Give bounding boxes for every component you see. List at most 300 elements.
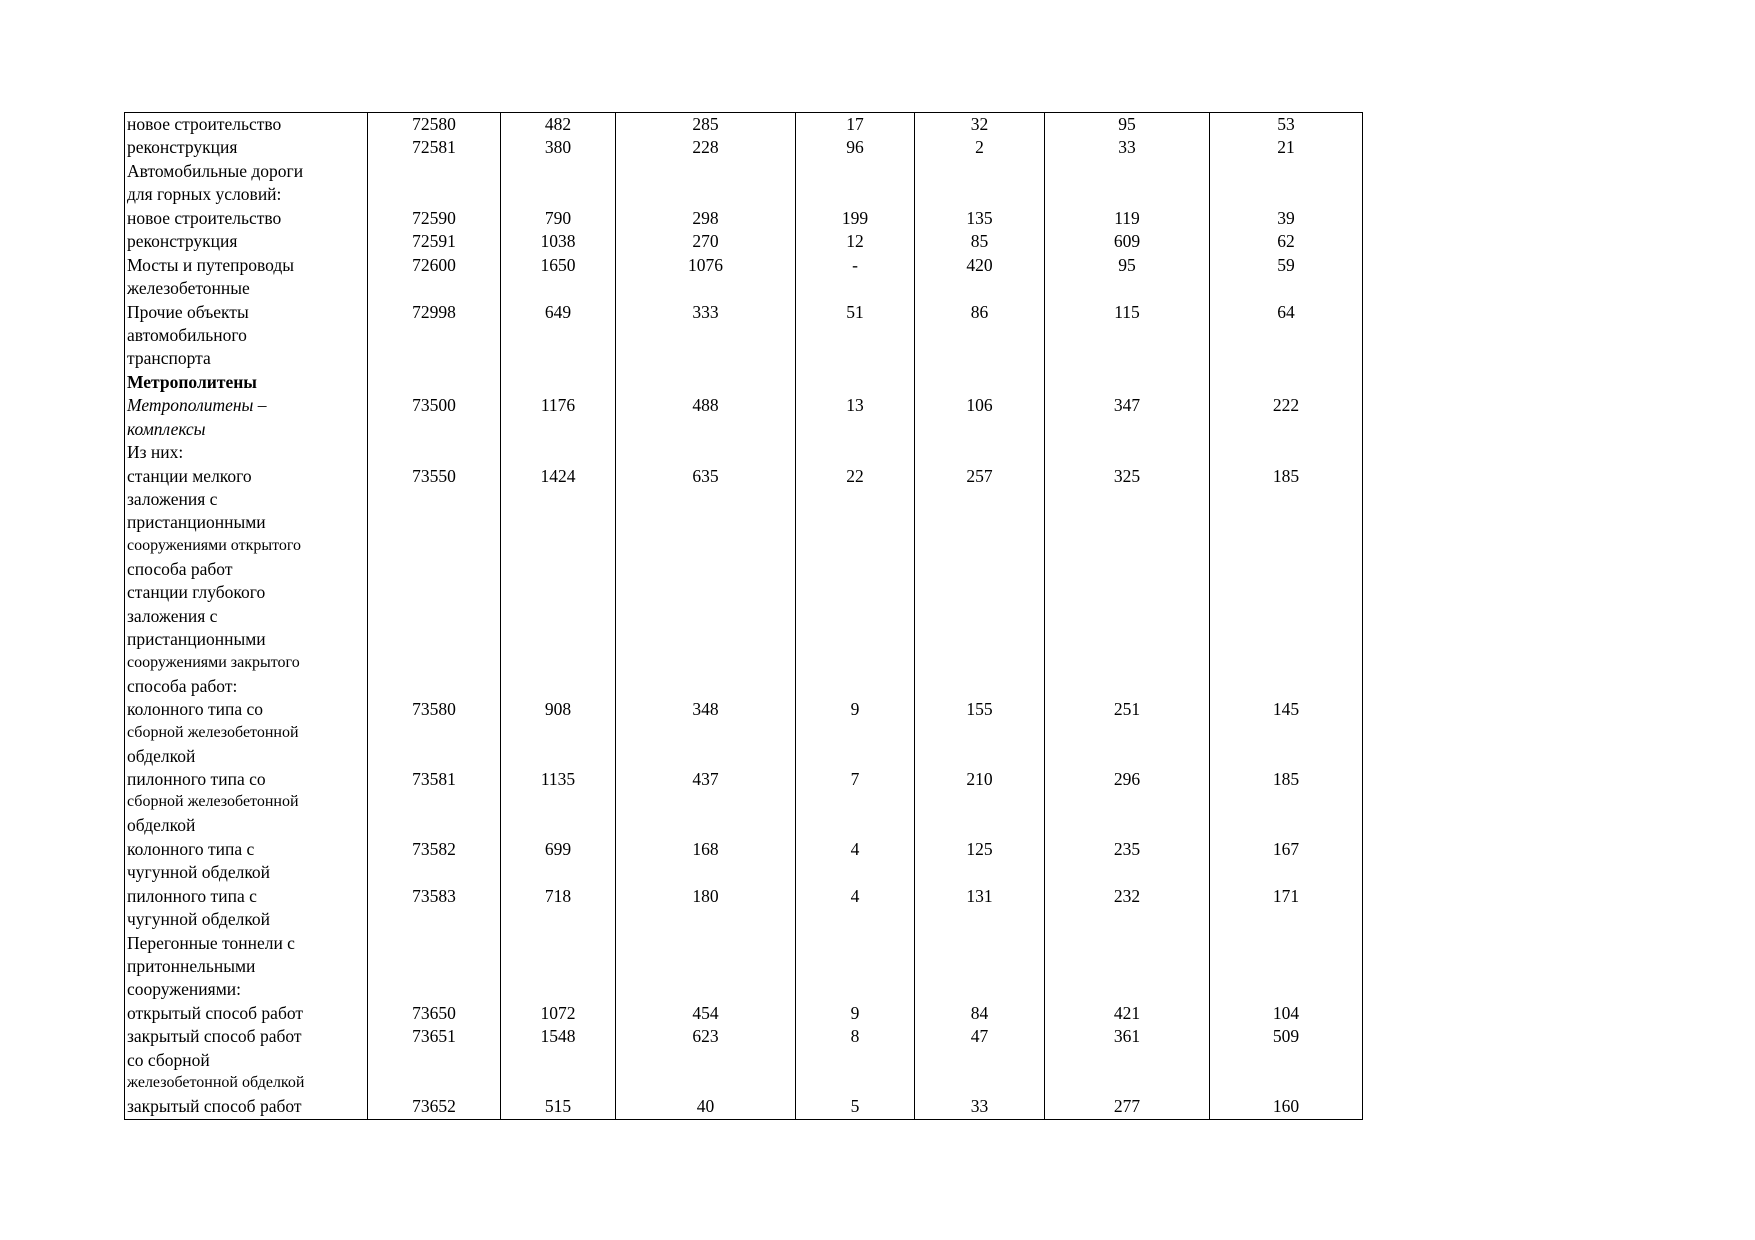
row-code: 73500 [368, 394, 501, 417]
row-value-1 [501, 441, 616, 464]
row-value-4: 2 [915, 136, 1045, 159]
row-value-2 [616, 628, 796, 651]
row-value-4 [915, 745, 1045, 768]
row-value-3 [796, 535, 915, 558]
row-value-3: 13 [796, 394, 915, 417]
row-label: закрытый способ работ [125, 1095, 368, 1119]
row-value-2: 168 [616, 838, 796, 861]
row-value-5 [1045, 955, 1210, 978]
row-value-5: 33 [1045, 136, 1210, 159]
row-value-2 [616, 652, 796, 675]
row-value-6 [1210, 558, 1363, 581]
row-value-4: 47 [915, 1025, 1045, 1048]
row-value-2 [616, 861, 796, 884]
row-value-3 [796, 628, 915, 651]
row-value-2 [616, 418, 796, 441]
row-value-4 [915, 722, 1045, 745]
row-value-1 [501, 675, 616, 698]
row-value-6 [1210, 371, 1363, 394]
row-label: сооружениями закрытого [125, 652, 368, 675]
row-value-6 [1210, 160, 1363, 183]
table-row [125, 652, 1363, 675]
row-code [368, 745, 501, 768]
table-row [125, 675, 1363, 698]
row-value-2: 1076 [616, 254, 796, 277]
row-value-4: 257 [915, 465, 1045, 488]
row-value-5: 609 [1045, 230, 1210, 253]
row-value-3: 9 [796, 698, 915, 721]
row-code [368, 932, 501, 955]
row-value-6 [1210, 814, 1363, 837]
row-code [368, 558, 501, 581]
row-value-2 [616, 908, 796, 931]
row-value-3 [796, 324, 915, 347]
table-row [125, 1002, 1363, 1025]
row-label: Перегонные тоннели с [125, 932, 368, 955]
row-label: способа работ: [125, 675, 368, 698]
row-code [368, 324, 501, 347]
row-value-2: 40 [616, 1095, 796, 1119]
row-value-4 [915, 418, 1045, 441]
row-label: колонного типа с [125, 838, 368, 861]
row-value-6 [1210, 675, 1363, 698]
row-value-1: 1176 [501, 394, 616, 417]
row-value-6: 185 [1210, 465, 1363, 488]
row-value-3 [796, 675, 915, 698]
table-row [125, 861, 1363, 884]
row-label: пилонного типа со [125, 768, 368, 791]
table-row [125, 1095, 1363, 1119]
row-label: Автомобильные дороги [125, 160, 368, 183]
row-value-2 [616, 488, 796, 511]
table-row [125, 207, 1363, 230]
row-value-1 [501, 535, 616, 558]
row-value-1: 1424 [501, 465, 616, 488]
row-value-4: 135 [915, 207, 1045, 230]
row-value-2 [616, 324, 796, 347]
row-value-2 [616, 558, 796, 581]
row-value-4 [915, 183, 1045, 206]
row-value-1: 1135 [501, 768, 616, 791]
row-code: 72581 [368, 136, 501, 159]
row-value-5: 347 [1045, 394, 1210, 417]
row-code [368, 535, 501, 558]
row-value-6 [1210, 324, 1363, 347]
row-label: для горных условий: [125, 183, 368, 206]
row-value-6 [1210, 441, 1363, 464]
table-row [125, 301, 1363, 324]
row-value-3 [796, 558, 915, 581]
table-row [125, 955, 1363, 978]
row-value-1 [501, 791, 616, 814]
row-value-3 [796, 932, 915, 955]
row-code: 72591 [368, 230, 501, 253]
row-value-5: 325 [1045, 465, 1210, 488]
row-value-4 [915, 652, 1045, 675]
row-value-2 [616, 581, 796, 604]
row-value-3: 4 [796, 838, 915, 861]
row-value-6: 62 [1210, 230, 1363, 253]
row-value-3: 199 [796, 207, 915, 230]
row-value-1: 1072 [501, 1002, 616, 1025]
row-value-3 [796, 652, 915, 675]
row-value-4 [915, 1072, 1045, 1095]
row-value-5 [1045, 581, 1210, 604]
row-value-6 [1210, 183, 1363, 206]
row-value-6 [1210, 277, 1363, 300]
row-value-1 [501, 628, 616, 651]
table-row [125, 558, 1363, 581]
row-value-1: 790 [501, 207, 616, 230]
row-value-6 [1210, 347, 1363, 370]
row-value-5 [1045, 511, 1210, 534]
row-code [368, 160, 501, 183]
table-row [125, 324, 1363, 347]
row-value-6 [1210, 605, 1363, 628]
row-value-1: 380 [501, 136, 616, 159]
row-code [368, 861, 501, 884]
row-value-5 [1045, 347, 1210, 370]
row-value-6 [1210, 488, 1363, 511]
row-value-6 [1210, 511, 1363, 534]
table-row [125, 160, 1363, 183]
row-value-2 [616, 745, 796, 768]
row-label: обделкой [125, 814, 368, 837]
row-value-3 [796, 183, 915, 206]
row-value-5: 235 [1045, 838, 1210, 861]
row-value-2 [616, 932, 796, 955]
row-label: новое строительство [125, 113, 368, 137]
row-value-2: 298 [616, 207, 796, 230]
row-value-3 [796, 581, 915, 604]
row-value-1: 515 [501, 1095, 616, 1119]
row-value-1 [501, 371, 616, 394]
row-value-3 [796, 605, 915, 628]
row-value-4 [915, 932, 1045, 955]
row-value-6: 59 [1210, 254, 1363, 277]
row-value-5: 119 [1045, 207, 1210, 230]
row-value-2 [616, 722, 796, 745]
row-value-6 [1210, 745, 1363, 768]
row-code: 72590 [368, 207, 501, 230]
row-value-4 [915, 160, 1045, 183]
row-value-2 [616, 978, 796, 1001]
row-code [368, 722, 501, 745]
row-label: чугунной обделкой [125, 908, 368, 931]
row-value-3: 22 [796, 465, 915, 488]
row-value-3 [796, 371, 915, 394]
row-value-4 [915, 488, 1045, 511]
table-row [125, 511, 1363, 534]
row-value-3: - [796, 254, 915, 277]
row-value-1 [501, 581, 616, 604]
row-value-3 [796, 347, 915, 370]
row-value-3 [796, 441, 915, 464]
row-value-5 [1045, 605, 1210, 628]
table-row [125, 1049, 1363, 1072]
row-label: колонного типа со [125, 698, 368, 721]
row-value-5 [1045, 488, 1210, 511]
row-value-5: 421 [1045, 1002, 1210, 1025]
row-value-6 [1210, 978, 1363, 1001]
row-value-6 [1210, 1072, 1363, 1095]
table-row [125, 277, 1363, 300]
row-value-4 [915, 371, 1045, 394]
table-row [125, 932, 1363, 955]
row-value-2: 270 [616, 230, 796, 253]
table-row [125, 441, 1363, 464]
row-code [368, 628, 501, 651]
row-label: способа работ [125, 558, 368, 581]
row-value-6: 509 [1210, 1025, 1363, 1048]
row-value-2: 437 [616, 768, 796, 791]
row-code [368, 814, 501, 837]
row-value-4 [915, 675, 1045, 698]
row-code: 73580 [368, 698, 501, 721]
row-value-3 [796, 978, 915, 1001]
row-value-6: 160 [1210, 1095, 1363, 1119]
row-label: комплексы [125, 418, 368, 441]
row-code [368, 1072, 501, 1095]
table-row [125, 371, 1363, 394]
row-label: реконструкция [125, 230, 368, 253]
row-value-4 [915, 605, 1045, 628]
row-code: 73652 [368, 1095, 501, 1119]
row-value-1: 1548 [501, 1025, 616, 1048]
row-value-6: 21 [1210, 136, 1363, 159]
row-value-1 [501, 183, 616, 206]
table-row [125, 230, 1363, 253]
row-code: 72600 [368, 254, 501, 277]
row-label: Мосты и путепроводы [125, 254, 368, 277]
row-label: станции глубокого [125, 581, 368, 604]
row-value-4 [915, 978, 1045, 1001]
row-value-5: 232 [1045, 885, 1210, 908]
table-row [125, 814, 1363, 837]
row-value-2 [616, 160, 796, 183]
row-value-2: 228 [616, 136, 796, 159]
row-value-5 [1045, 861, 1210, 884]
row-value-2: 285 [616, 113, 796, 137]
row-label: пристанционными [125, 628, 368, 651]
row-value-6: 222 [1210, 394, 1363, 417]
row-label: пристанционными [125, 511, 368, 534]
table-row [125, 254, 1363, 277]
row-value-3: 4 [796, 885, 915, 908]
row-label: сооружениями открытого [125, 535, 368, 558]
row-code [368, 418, 501, 441]
row-value-1 [501, 605, 616, 628]
row-value-1 [501, 160, 616, 183]
row-value-5: 95 [1045, 113, 1210, 137]
row-code: 72580 [368, 113, 501, 137]
row-value-2: 180 [616, 885, 796, 908]
row-value-5 [1045, 745, 1210, 768]
row-value-1 [501, 277, 616, 300]
row-label: пилонного типа с [125, 885, 368, 908]
row-value-3: 8 [796, 1025, 915, 1048]
row-value-3 [796, 861, 915, 884]
row-value-4: 33 [915, 1095, 1045, 1119]
row-value-1: 699 [501, 838, 616, 861]
row-value-2: 623 [616, 1025, 796, 1048]
table-row [125, 418, 1363, 441]
row-value-4 [915, 791, 1045, 814]
table-row [125, 394, 1363, 417]
table-row [125, 605, 1363, 628]
row-label: железобетонной обделкой [125, 1072, 368, 1095]
row-value-5 [1045, 814, 1210, 837]
row-value-1 [501, 932, 616, 955]
row-label: обделкой [125, 745, 368, 768]
table-row [125, 113, 1363, 137]
row-code [368, 347, 501, 370]
row-value-4 [915, 535, 1045, 558]
row-value-4 [915, 955, 1045, 978]
row-value-6 [1210, 628, 1363, 651]
row-value-5 [1045, 978, 1210, 1001]
row-value-5 [1045, 908, 1210, 931]
row-label: сооружениями: [125, 978, 368, 1001]
row-value-3 [796, 418, 915, 441]
row-value-5 [1045, 675, 1210, 698]
row-value-2 [616, 441, 796, 464]
row-value-3 [796, 745, 915, 768]
row-code: 73583 [368, 885, 501, 908]
row-code [368, 183, 501, 206]
row-code [368, 791, 501, 814]
row-value-1 [501, 418, 616, 441]
row-label: заложения с [125, 488, 368, 511]
row-value-4 [915, 511, 1045, 534]
row-value-6: 167 [1210, 838, 1363, 861]
row-value-5: 115 [1045, 301, 1210, 324]
row-value-6: 145 [1210, 698, 1363, 721]
row-value-6: 64 [1210, 301, 1363, 324]
row-value-3: 5 [796, 1095, 915, 1119]
row-value-1 [501, 908, 616, 931]
row-value-3 [796, 488, 915, 511]
row-value-1: 908 [501, 698, 616, 721]
row-value-1 [501, 814, 616, 837]
row-value-3: 51 [796, 301, 915, 324]
table-row [125, 885, 1363, 908]
table-row [125, 581, 1363, 604]
row-value-1 [501, 347, 616, 370]
row-value-1 [501, 1049, 616, 1072]
row-value-4: 106 [915, 394, 1045, 417]
row-value-1 [501, 722, 616, 745]
row-value-4 [915, 558, 1045, 581]
row-value-2: 333 [616, 301, 796, 324]
row-value-3: 9 [796, 1002, 915, 1025]
row-code: 73582 [368, 838, 501, 861]
row-value-1: 649 [501, 301, 616, 324]
table-row [125, 768, 1363, 791]
row-value-3 [796, 722, 915, 745]
row-value-6 [1210, 908, 1363, 931]
table-row [125, 698, 1363, 721]
row-value-3: 17 [796, 113, 915, 137]
row-value-1: 1038 [501, 230, 616, 253]
row-label: транспорта [125, 347, 368, 370]
row-code [368, 978, 501, 1001]
row-value-3: 7 [796, 768, 915, 791]
row-value-6 [1210, 1049, 1363, 1072]
row-value-3: 12 [796, 230, 915, 253]
row-value-2 [616, 605, 796, 628]
row-value-2 [616, 511, 796, 534]
table-row [125, 136, 1363, 159]
row-value-3 [796, 1049, 915, 1072]
table-row [125, 838, 1363, 861]
row-value-2 [616, 347, 796, 370]
row-label: притоннельными [125, 955, 368, 978]
row-value-4: 131 [915, 885, 1045, 908]
row-code [368, 277, 501, 300]
table-row [125, 183, 1363, 206]
row-label: Из них: [125, 441, 368, 464]
row-value-4 [915, 347, 1045, 370]
row-value-5 [1045, 371, 1210, 394]
row-label: станции мелкого [125, 465, 368, 488]
row-value-5: 296 [1045, 768, 1210, 791]
row-value-1 [501, 978, 616, 1001]
row-value-2 [616, 277, 796, 300]
row-label: закрытый способ работ [125, 1025, 368, 1048]
table-body [125, 113, 1363, 1120]
row-code: 73550 [368, 465, 501, 488]
table-container [124, 112, 1300, 1120]
row-value-2: 348 [616, 698, 796, 721]
row-value-1 [501, 1072, 616, 1095]
row-value-6: 53 [1210, 113, 1363, 137]
row-value-6: 104 [1210, 1002, 1363, 1025]
row-code [368, 605, 501, 628]
row-value-4 [915, 628, 1045, 651]
row-value-1 [501, 488, 616, 511]
row-value-5 [1045, 324, 1210, 347]
row-value-4 [915, 277, 1045, 300]
row-value-6 [1210, 535, 1363, 558]
row-value-2 [616, 1072, 796, 1095]
row-value-5 [1045, 628, 1210, 651]
row-value-1 [501, 324, 616, 347]
row-value-2 [616, 183, 796, 206]
row-value-5: 361 [1045, 1025, 1210, 1048]
row-value-6 [1210, 652, 1363, 675]
row-code [368, 511, 501, 534]
row-value-6 [1210, 955, 1363, 978]
row-value-5: 251 [1045, 698, 1210, 721]
row-label: открытый способ работ [125, 1002, 368, 1025]
row-value-3 [796, 908, 915, 931]
row-value-1 [501, 652, 616, 675]
row-value-6 [1210, 861, 1363, 884]
row-value-4: 210 [915, 768, 1045, 791]
table-row [125, 488, 1363, 511]
table-row [125, 791, 1363, 814]
row-label: чугунной обделкой [125, 861, 368, 884]
row-value-1 [501, 861, 616, 884]
row-value-4 [915, 441, 1045, 464]
table-row [125, 1072, 1363, 1095]
row-value-4 [915, 861, 1045, 884]
row-value-3 [796, 814, 915, 837]
row-value-6 [1210, 791, 1363, 814]
row-code: 72998 [368, 301, 501, 324]
row-value-2: 635 [616, 465, 796, 488]
